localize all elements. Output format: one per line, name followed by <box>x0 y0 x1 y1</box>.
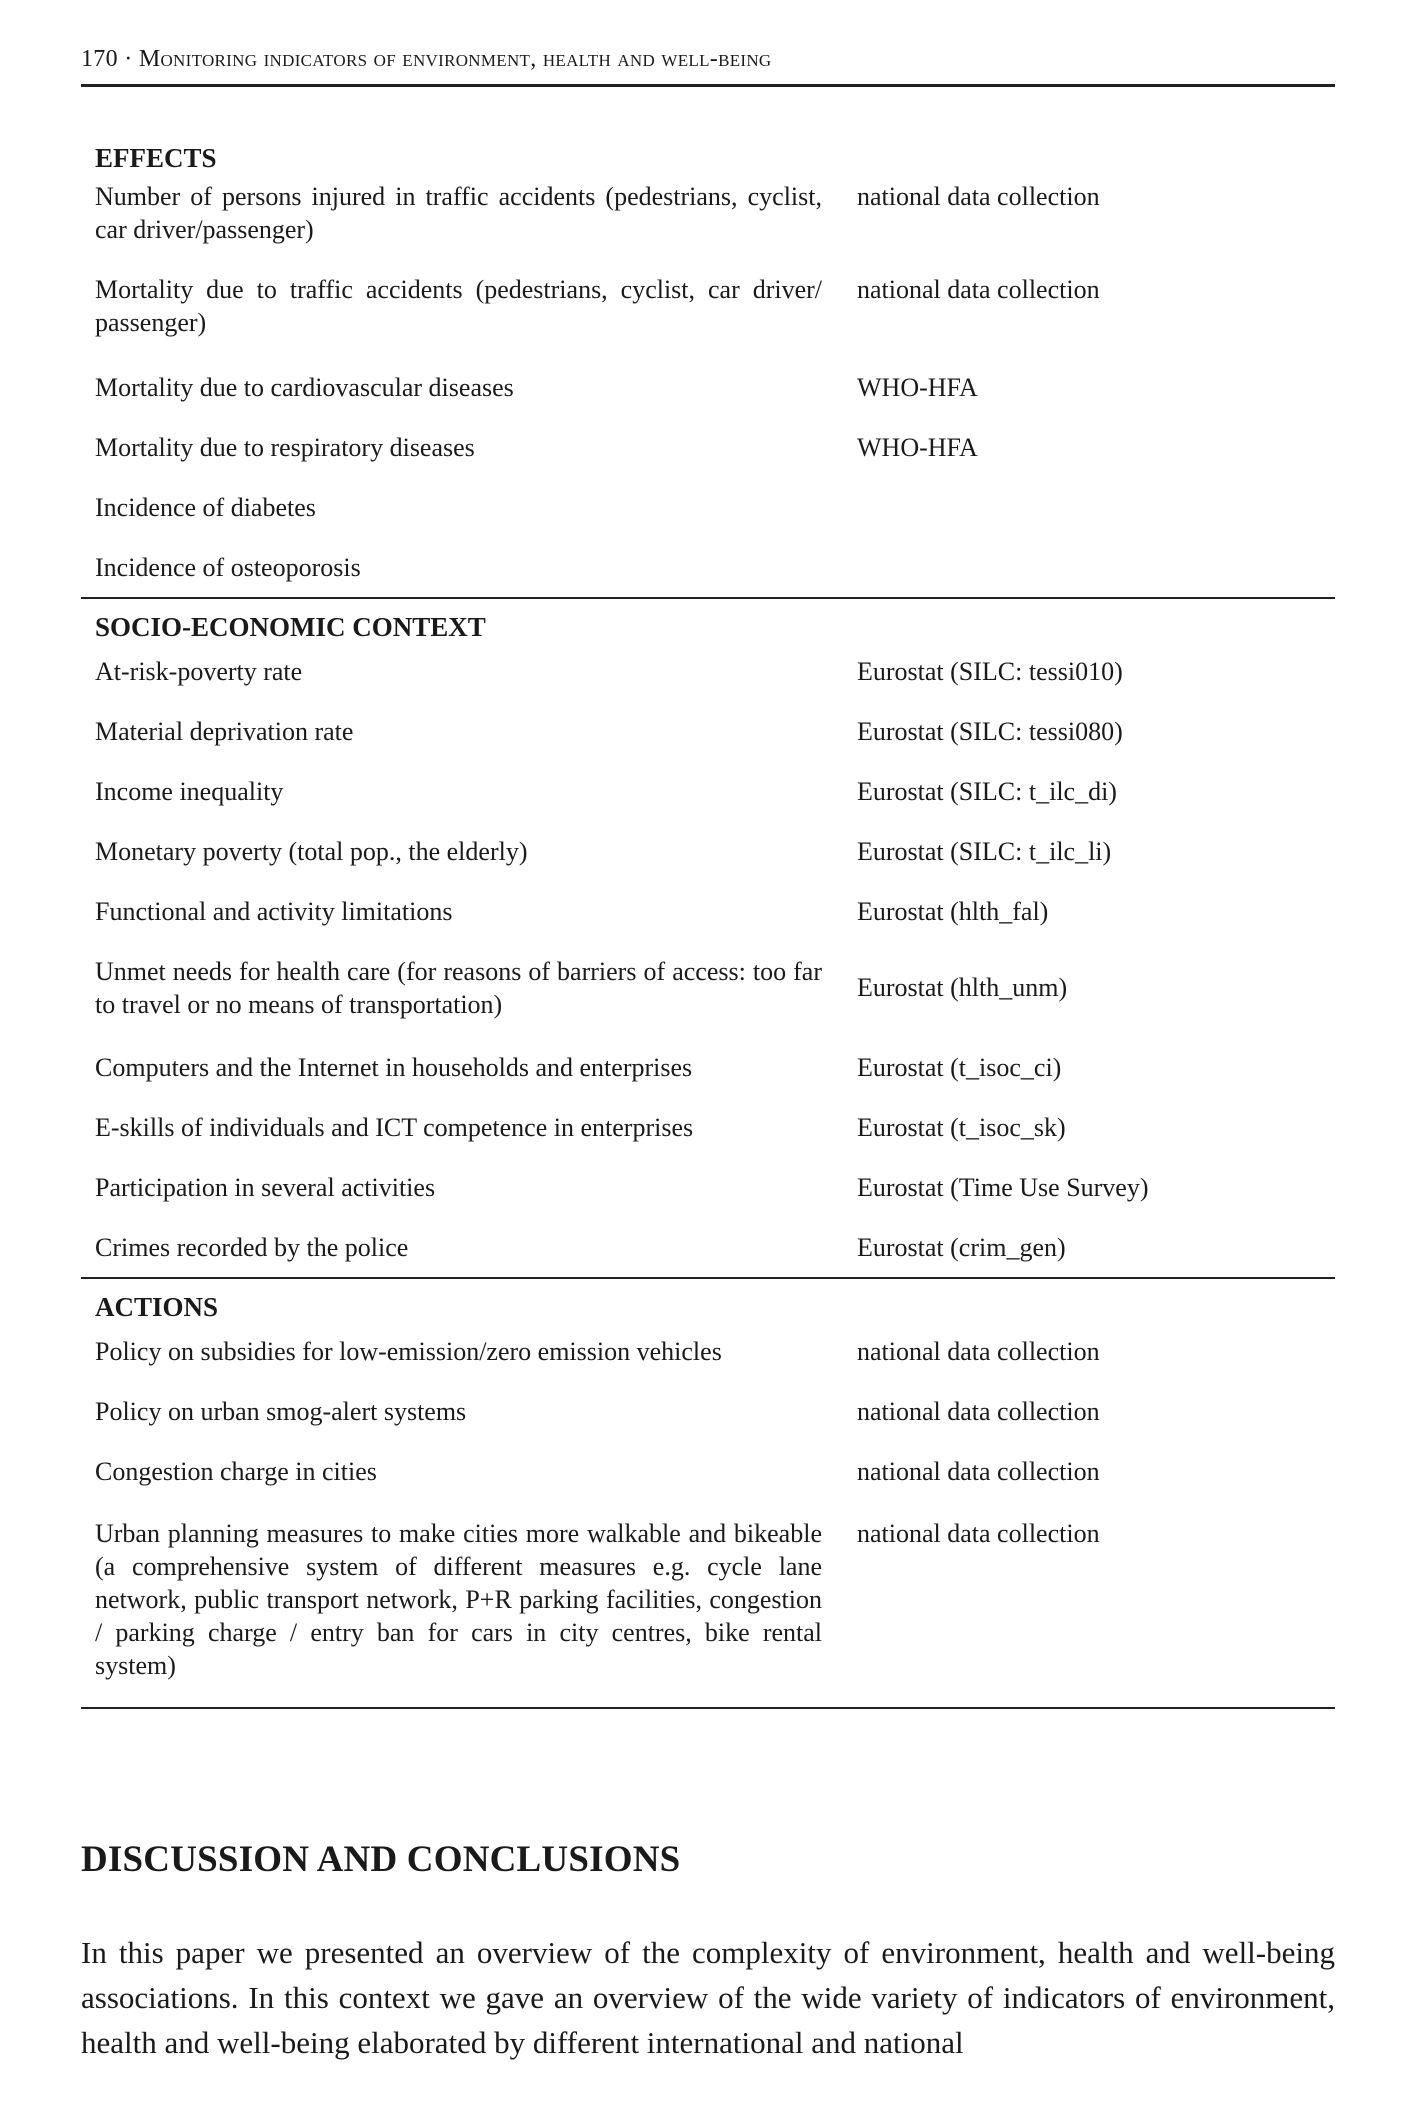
indicator-cell: Monetary poverty (total pop., the elderly) <box>95 837 528 866</box>
running-header-text <box>81 46 772 73</box>
indicator-cell: Functional and activity limitations <box>95 897 453 926</box>
source-cell: national data collection <box>857 275 1100 304</box>
source-cell: Eurostat (t_isoc_ci) <box>857 1053 1062 1082</box>
table-row <box>81 1051 1335 1111</box>
source-cell: WHO-HFA <box>857 433 978 462</box>
indicator-cell: Material deprivation rate <box>95 717 354 746</box>
table-row <box>81 1231 1335 1277</box>
indicator-cell: Urban planning measures to make cities more walkable and bikeable (a comprehensive system of different measures e.g. cycle lane network, public transport network, P+R parking facilities, congestion / parking charge / entry ban for cars in city centres, bike rental system) <box>95 1519 822 1680</box>
source-cell: national data collection <box>857 1397 1100 1426</box>
source-cell: national data collection <box>857 1337 1100 1366</box>
source-cell: Eurostat (Time Use Survey) <box>857 1173 1149 1202</box>
indicator-cell: Congestion charge in cities <box>95 1457 377 1486</box>
table-row <box>81 551 1335 597</box>
indicator-cell: E-skills of individuals and ICT competence in enterprises <box>95 1113 694 1142</box>
table-row <box>81 1455 1335 1517</box>
indicator-cell: Policy on subsidies for low-emission/zero emission vehicles <box>95 1337 722 1366</box>
section-effects <box>81 136 1335 599</box>
table-row <box>81 273 1335 371</box>
table-row <box>81 895 1335 955</box>
source-cell: Eurostat (SILC: t_ilc_li) <box>857 837 1112 866</box>
table-row <box>81 371 1335 431</box>
section-title: SOCIO-ECONOMIC CONTEXT <box>95 612 486 642</box>
discussion-heading: DISCUSSION AND CONCLUSIONS <box>81 1839 681 1880</box>
table-row <box>81 955 1335 1051</box>
page-number: 170 <box>81 46 118 72</box>
section-socio-economic-context <box>81 599 1335 1279</box>
source-cell: national data collection <box>857 1457 1100 1486</box>
section-title: EFFECTS <box>95 143 217 173</box>
table-row <box>81 1171 1335 1231</box>
section-title: ACTIONS <box>95 1292 219 1322</box>
indicator-cell: Mortality due to traffic accidents (pedestrians, cyclist, car driver/ passenger) <box>95 275 822 337</box>
indicator-cell: Income inequality <box>95 777 284 806</box>
indicator-cell: Computers and the Internet in households and enterprises <box>95 1053 693 1082</box>
table-row <box>81 775 1335 835</box>
table-row <box>81 1517 1335 1707</box>
indicator-cell: Mortality due to respiratory diseases <box>95 433 475 462</box>
table-row <box>81 1335 1335 1395</box>
running-title: Monitoring indicators of environment, health and well-being <box>138 46 772 72</box>
indicator-table <box>81 136 1335 1709</box>
source-cell: Eurostat (crim_gen) <box>857 1233 1066 1262</box>
indicator-cell: Unmet needs for health care (for reasons of barriers of access: too far to travel or no means of transportation) <box>95 957 822 1019</box>
source-cell: WHO-HFA <box>857 373 978 402</box>
table-row <box>81 835 1335 895</box>
running-header <box>81 40 1335 87</box>
table-row <box>81 491 1335 551</box>
source-cell: Eurostat (SILC: tessi080) <box>857 717 1123 746</box>
source-cell: Eurostat (t_isoc_sk) <box>857 1113 1066 1142</box>
indicator-cell: Incidence of diabetes <box>95 493 316 522</box>
indicator-cell: Crimes recorded by the police <box>95 1233 409 1262</box>
table-row <box>81 1395 1335 1455</box>
table-row <box>81 715 1335 775</box>
table-row <box>81 431 1335 491</box>
table-row <box>81 180 1335 273</box>
header-separator: · <box>124 46 133 72</box>
source-cell: Eurostat (hlth_fal) <box>857 897 1049 926</box>
section-actions <box>81 1279 1335 1709</box>
indicator-cell: Number of persons injured in traffic accidents (pedestrians, cyclist, car driver/passenger) <box>95 182 822 244</box>
indicator-cell: At-risk-poverty rate <box>95 657 303 686</box>
indicator-cell: Participation in several activities <box>95 1173 436 1202</box>
source-cell: Eurostat (SILC: tessi010) <box>857 657 1123 686</box>
table-row <box>81 655 1335 715</box>
source-cell: Eurostat (hlth_unm) <box>857 973 1068 1002</box>
indicator-cell: Incidence of osteoporosis <box>95 553 361 582</box>
discussion-paragraph: In this paper we presented an overview of the complexity of environment, health and well-being associations. In this context we gave an overview of the wide variety of indicators of environment, health and well-being elaborated by different international and national <box>81 1935 1335 2060</box>
indicator-cell: Policy on urban smog-alert systems <box>95 1397 467 1426</box>
source-cell: Eurostat (SILC: t_ilc_di) <box>857 777 1117 806</box>
source-cell: national data collection <box>857 182 1100 211</box>
table-row <box>81 1111 1335 1171</box>
indicator-cell: Mortality due to cardiovascular diseases <box>95 373 514 402</box>
source-cell: national data collection <box>857 1519 1100 1548</box>
